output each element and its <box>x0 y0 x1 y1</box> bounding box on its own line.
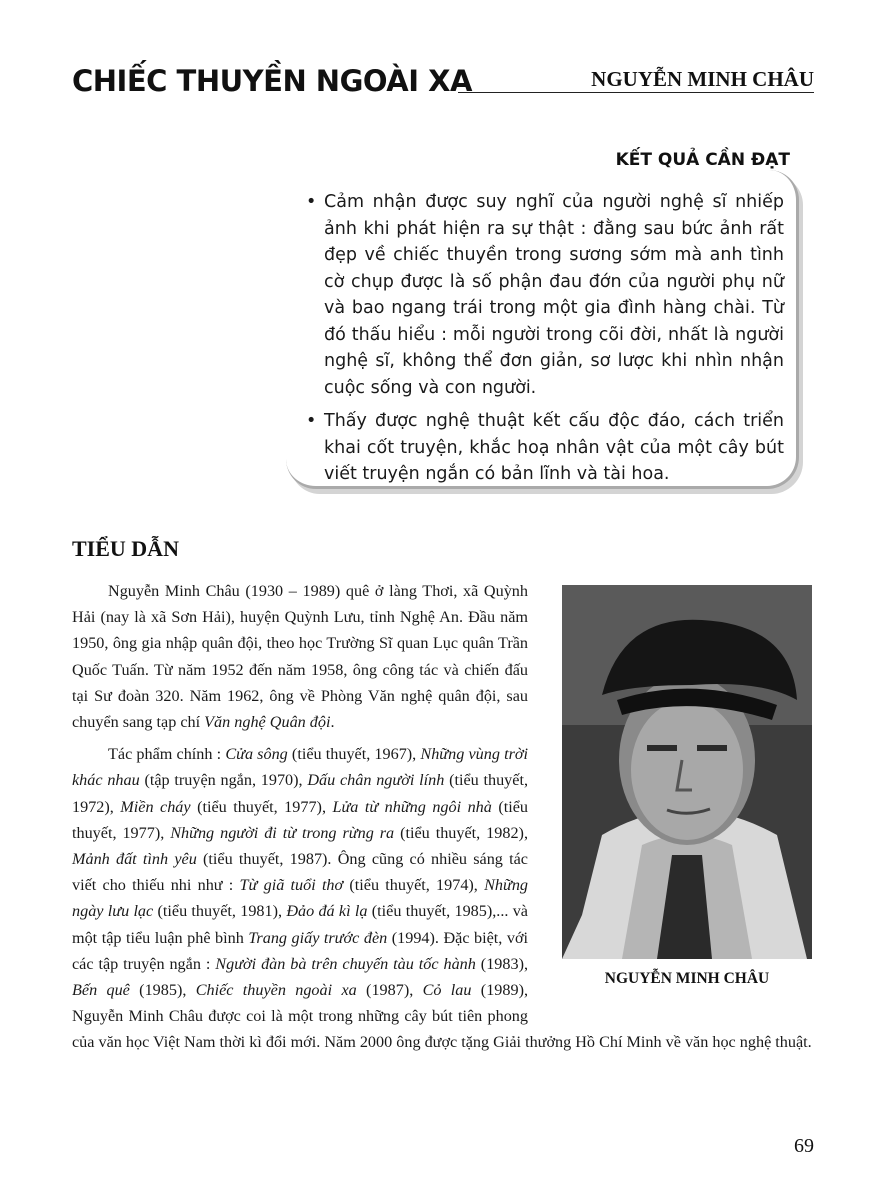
p2-text: (1983), <box>475 954 529 973</box>
results-list <box>304 189 784 495</box>
section-heading: TIỂU DẪN <box>72 536 179 561</box>
work-title: Đảo đá kì lạ <box>286 902 368 921</box>
page-number: 69 <box>794 1135 814 1157</box>
p2-text: (tiểu thuyết, 1967), <box>287 745 421 764</box>
p2-text: (tiểu thuyết, 1987). Ông cũng có nhiều sáng tác viết cho thiếu nhi như : <box>72 850 528 895</box>
results-item <box>304 408 784 488</box>
results-item-text: Cảm nhận được suy nghĩ của người nghệ sĩ nhiếp ảnh khi phát hiện ra sự thật : đằng sau bức ảnh rất đẹp về chiếc thuyền trong sương sớm mà anh tình cờ chụp được là số phận đau đớn của người phụ nữ và bao ngang trái trong một gia đình hàng chài. Từ đó thấu hiểu : mỗi người trong cõi đời, nhất là người nghệ sĩ, không thể đơn giản, sơ lược khi nhìn nhận cuộc sống và con người. <box>324 192 784 398</box>
work-title: Những người đi từ trong rừng ra <box>170 823 395 842</box>
p2-text: (tiểu thuyết, 1977), <box>190 797 333 816</box>
work-title: Người đàn bà trên chuyến tàu tốc hành <box>215 954 476 973</box>
p2-text: (tiểu thuyết, 1981), <box>153 902 287 921</box>
work-title: Dấu chân người lính <box>307 771 445 790</box>
work-title: Từ giã tuổi thơ <box>239 876 344 895</box>
p2-text: (tiểu thuyết, 1977), <box>72 797 529 842</box>
p1-text: Nguyễn Minh Châu (1930 – 1989) quê ở làng Thơi, xã Quỳnh Hải (nay là xã Sơn Hải), huyện Quỳnh Lưu, tỉnh Nghệ An. Đầu năm 1950, ông gia nhập quân đội, theo học Trường Sĩ quan Lục quân Trần Quốc Tuấn. Từ năm 1952 đến năm 1958, ông công tác và chiến đấu tại Sư đoàn 320. Năm 1962, ông về Phòng Văn nghệ quân đội, sau chuyển sang tạp chí <box>72 582 528 732</box>
p2-text: (1987), <box>356 981 423 1000</box>
work-title: Những ngày lưu lạc <box>72 876 529 921</box>
p2-text: (tiểu thuyết, 1972), <box>72 771 529 816</box>
work-title: Miền cháy <box>120 797 191 816</box>
results-item <box>304 189 784 401</box>
p2-text: (1989), Nguyễn Minh Châu được coi là một trong những cây bút tiên phong của văn học Việt Nam thời kì đổi mới. Năm 2000 ông được tặng Giải thưởng Hồ Chí Minh về văn học nghệ thuật. <box>72 981 812 1052</box>
header-author: NGUYỄN MINH CHÂU <box>591 67 814 91</box>
work-title: Trang giấy trước đèn <box>248 928 388 947</box>
work-title: Lửa từ những ngôi nhà <box>332 797 492 816</box>
magazine-title: Văn nghệ Quân đội <box>204 713 331 732</box>
work-title: Cửa sông <box>225 745 288 764</box>
bullet-icon: • <box>306 411 317 431</box>
p2-text: (tiểu thuyết, 1974), <box>343 876 485 895</box>
results-item-text: Thấy được nghệ thuật kết cấu độc đáo, cách triển khai cốt truyện, khắc hoạ nhân vật của một cây bút viết truyện ngắn có bản lĩnh và tài hoa. <box>324 411 784 484</box>
work-title: Cỏ lau <box>422 981 472 1000</box>
author-portrait <box>562 585 812 959</box>
p2-text: Tác phẩm chính : <box>108 745 226 764</box>
p2-text: (1994). Đặc biệt, với các tập truyện ngắn : <box>72 928 529 973</box>
p2-text: (tiểu thuyết, 1982), <box>394 823 528 842</box>
chapter-title: CHIẾC THUYỀN NGOÀI XA <box>72 64 472 98</box>
work-title: Mảnh đất tình yêu <box>72 850 197 869</box>
p2-text: (tập truyện ngắn, 1970), <box>139 771 308 790</box>
results-heading: KẾT QUẢ CẦN ĐẠT <box>615 150 790 170</box>
work-title: Những vùng trời khác nhau <box>72 745 529 790</box>
work-title: Chiếc thuyền ngoài xa <box>195 981 357 1000</box>
header-rule <box>458 92 814 93</box>
p1-end: . <box>330 713 335 732</box>
work-title: Bến quê <box>72 981 130 1000</box>
portrait-icon <box>562 585 812 959</box>
photo-caption: NGUYỄN MINH CHÂU <box>604 970 770 987</box>
bullet-icon: • <box>306 192 317 212</box>
p2-text: (tiểu thuyết, 1985),... và một tập tiểu luận phê bình <box>72 902 528 947</box>
p2-text: (1985), <box>129 981 196 1000</box>
